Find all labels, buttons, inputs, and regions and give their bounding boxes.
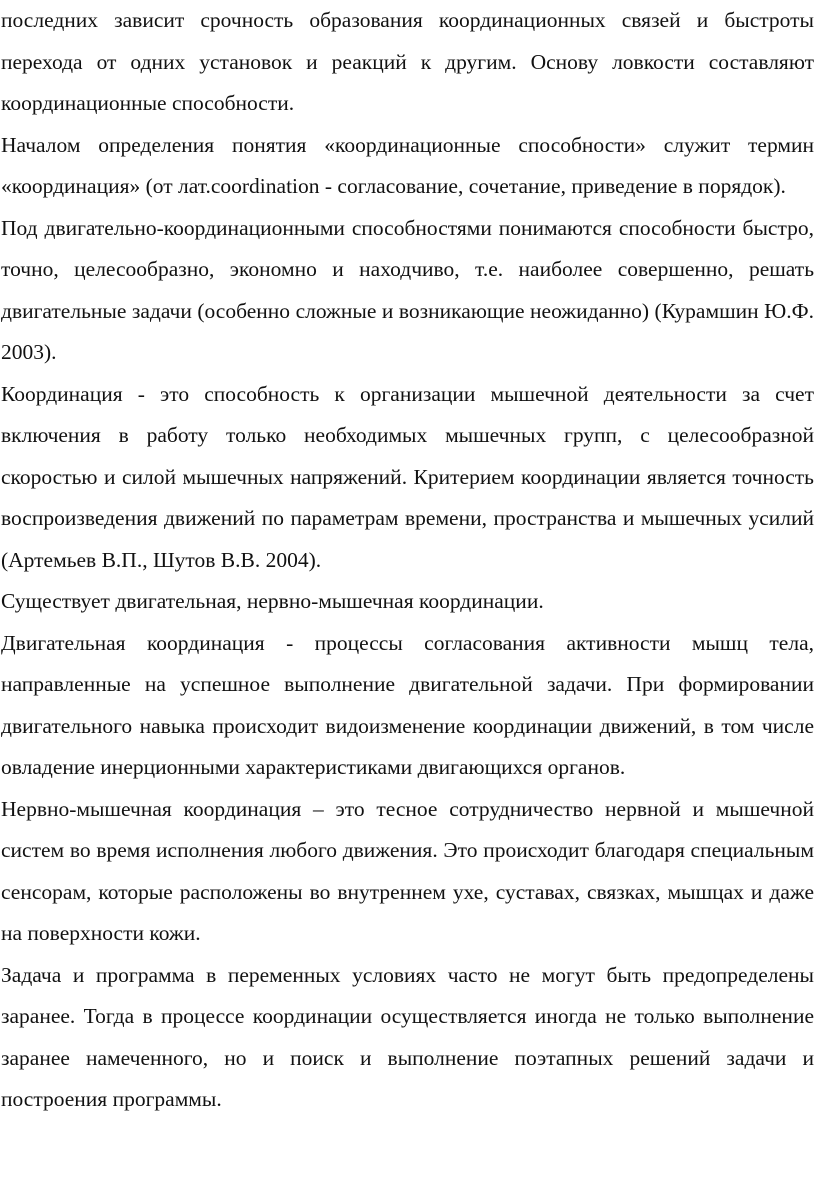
- paragraph-1: последних зависит срочность образования координационных связей и быстроты перехода от одних установок и реакций к другим. Основу ловкости составляют координационные способности.: [1, 8, 814, 115]
- paragraph-7: Нервно-мышечная координация – это тесное сотрудничество нервной и мышечной систем во время исполнения любого движения. Это происходит благодаря специальным сенсорам, которые расположены во внутреннем ухе, суставах, связках, мышцах и даже на поверхности кожи.: [1, 796, 814, 945]
- paragraph-4: Координация - это способность к организации мышечной деятельности за счет включения в работу только необходимых мышечных групп, с целесообразной скоростью и силой мышечных напряжений. Критерием координации является точность воспроизведения движений по параметрам времени, пространства и мышечных усилий (Артемьев В.П., Шутов В.В. 2004).: [1, 381, 814, 572]
- paragraph-8: Задача и программа в переменных условиях часто не могут быть предопределены заранее. Тогда в процессе координации осуществляется иногда не только выполнение заранее намеченного, но и поиск и выполнение поэтапных решений задачи и построения программы.: [1, 962, 814, 1111]
- document-page: [1, 0, 814, 1121]
- paragraph-2: Началом определения понятия «координационные способности» служит термин «координация» (от лат.coordination - согласование, сочетание, приведение в порядок).: [1, 132, 814, 198]
- paragraph-6: Двигательная координация - процессы согласования активности мышц тела, направленные на успешное выполнение двигательной задачи. При формировании двигательного навыка происходит видоизменение координации движений, в том числе овладение инерционными характеристиками двигающихся органов.: [1, 630, 814, 779]
- paragraph-5: Существует двигательная, нервно-мышечная координации.: [1, 589, 544, 613]
- paragraph-3: Под двигательно-координационными способностями понимаются способности быстро, точно, целесообразно, экономно и находчиво, т.е. наиболее совершенно, решать двигательные задачи (особенно сложные и возникающие неожиданно) (Курамшин Ю.Ф. 2003).: [1, 215, 814, 364]
